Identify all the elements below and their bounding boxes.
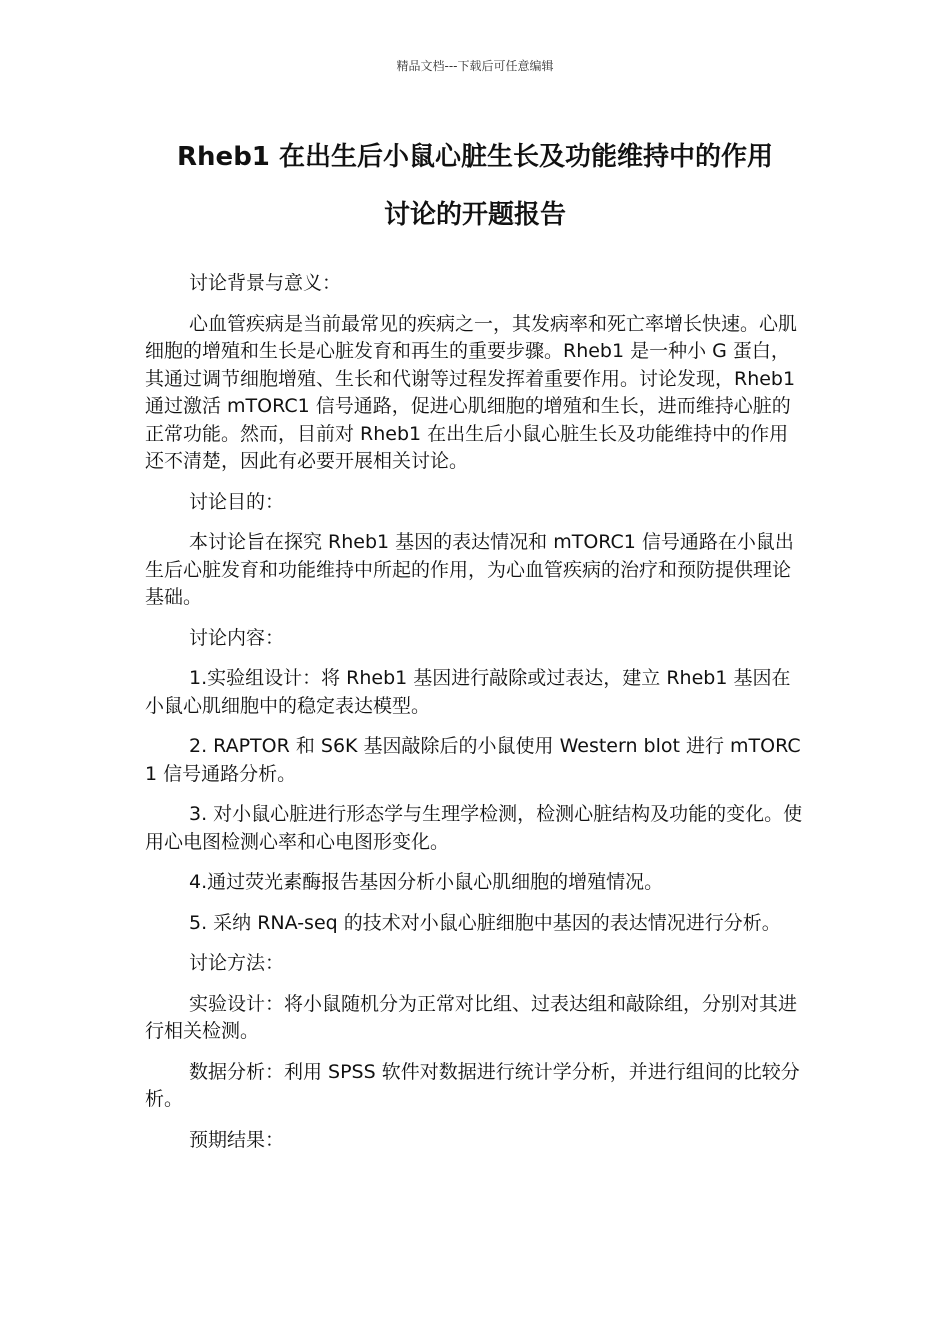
section-heading-expected-results: 预期结果： xyxy=(189,1128,285,1151)
section-heading-methods: 讨论方法： xyxy=(189,952,285,974)
section-heading-background: 讨论背景与意义： xyxy=(189,272,342,294)
content-item-1: 1.实验组设计：将 Rheb1 基因进行敲除或过表达，建立 Rheb1 基因在小鼠心肌细胞中的稳定表达模型。 xyxy=(145,667,791,717)
content-item-5: 5. 采纳 RNA-seq 的技术对小鼠心脏细胞中基因的表达情况进行分析。 xyxy=(189,911,781,934)
page-header: 精品文档---下载后可任意编辑 xyxy=(396,59,554,73)
paragraph-background: 心血管疾病是当前最常见的疾病之一，其发病率和死亡率增长快速。心肌细胞的增殖和生长是心脏发育和再生的重要步骤。Rheb1 是一种小 G 蛋白，其通过调节细胞增殖、生长和代谢等过程发挥着重要作用。讨论发现，Rheb1 通过激活 mTORC1 信号通路，促进心肌细胞的增殖和生长，进而维持心脏的正常功能。然而，目前对 Rheb1 在出生后小鼠心脏生长及功能维持中的作用还不清楚，因此有必要开展相关讨论。 xyxy=(145,312,798,472)
content-item-3: 3. 对小鼠心脏进行形态学与生理学检测，检测心脏结构及功能的变化。使用心电图检测心率和心电图形变化。 xyxy=(145,803,803,853)
content-item-2: 2. RAPTOR 和 S6K 基因敲除后的小鼠使用 Western blot 进行 mTORC1 信号通路分析。 xyxy=(145,735,801,785)
section-heading-purpose: 讨论目的： xyxy=(189,490,285,513)
document-title-line-2: 讨论的开题报告 xyxy=(383,200,566,230)
document-body xyxy=(145,270,805,1167)
section-heading-content: 讨论内容： xyxy=(189,626,285,649)
paragraph-experiment-design: 实验设计：将小鼠随机分为正常对比组、过表达组和敲除组，分别对其进行相关检测。 xyxy=(145,992,798,1042)
document-title-line-1: Rheb1 在出生后小鼠心脏生长及功能维持中的作用 xyxy=(177,142,773,172)
paragraph-data-analysis: 数据分析：利用 SPSS 软件对数据进行统计学分析，并进行组间的比较分析。 xyxy=(145,1060,800,1110)
paragraph-purpose: 本讨论旨在探究 Rheb1 基因的表达情况和 mTORC1 信号通路在小鼠出生后心脏发育和功能维持中所起的作用，为心血管疾病的治疗和预防提供理论基础。 xyxy=(145,531,794,608)
content-item-4: 4.通过荧光素酶报告基因分析小鼠心肌细胞的增殖情况。 xyxy=(189,871,664,893)
